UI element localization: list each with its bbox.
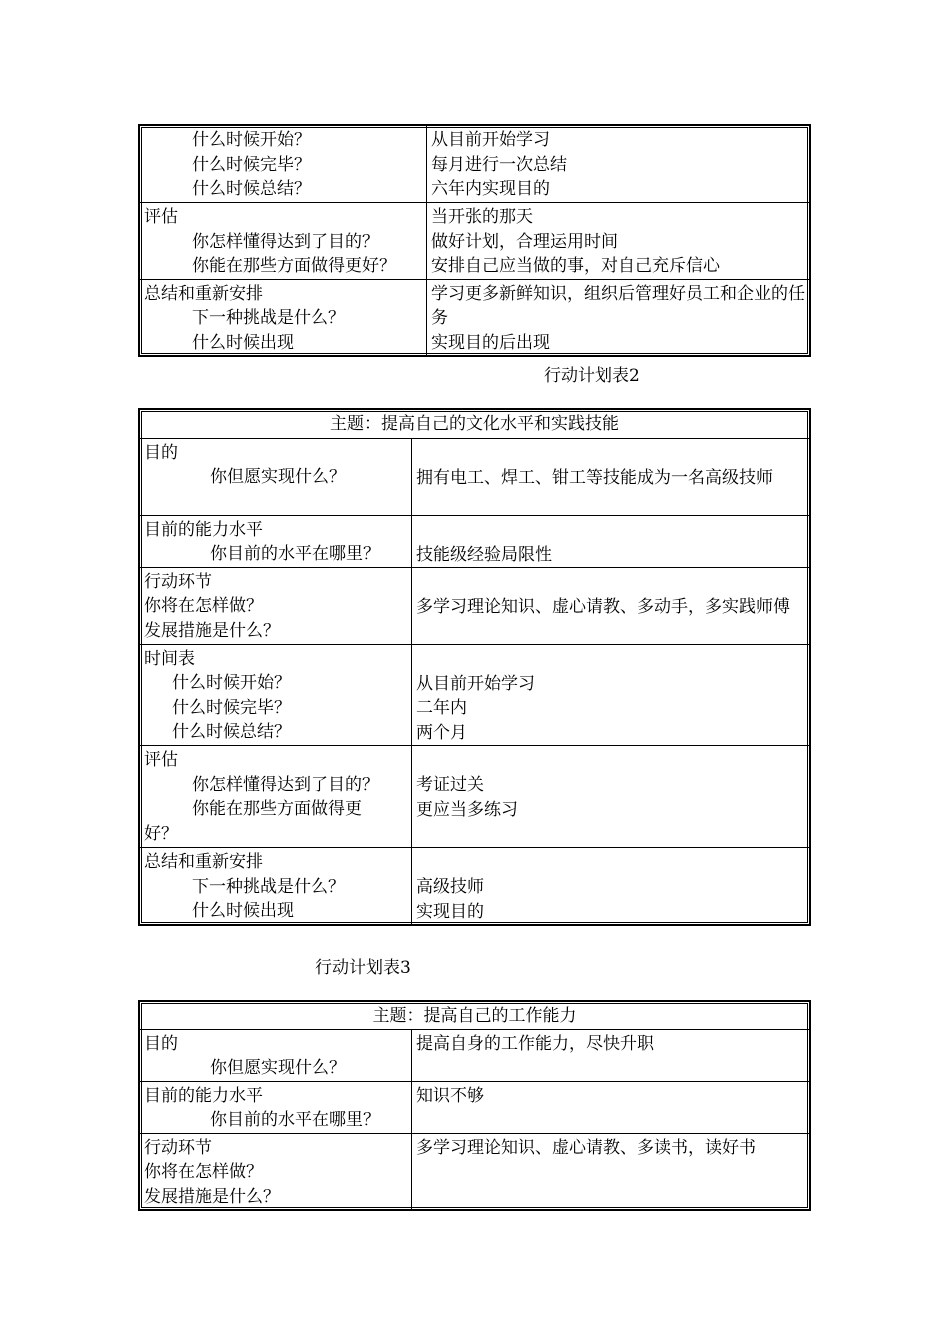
question-cell (140, 126, 427, 202)
answer-cell (427, 126, 809, 202)
section-heading: 目的 (144, 442, 178, 463)
table-row (140, 1029, 809, 1081)
table-title: 主题：提高自己的文化水平和实践技能 (330, 414, 619, 434)
table-row (140, 1133, 809, 1210)
section-heading: 行动环节 (144, 571, 212, 592)
answer-line: 更应当多练习 (416, 799, 518, 820)
question-cell (140, 645, 412, 746)
answer-cell (427, 203, 809, 279)
question-line: 好？ (144, 823, 178, 844)
question-cell (140, 746, 412, 847)
table-row (140, 515, 809, 567)
question-cell (140, 568, 412, 644)
question-line: 什么时候出现 (192, 332, 294, 353)
question-line: 你目前的水平在哪里？ (210, 544, 380, 565)
table-title-row (140, 1002, 809, 1029)
question-line: 什么时候完毕？ (172, 697, 291, 718)
question-line: 你能在那些方面做得更 (192, 799, 362, 820)
question-line: 你怎样懂得达到了目的？ (192, 231, 379, 252)
answer-line: 技能级经验局限性 (416, 544, 552, 565)
section-heading: 时间表 (144, 648, 195, 669)
table-row (140, 202, 809, 279)
question-line: 你怎样懂得达到了目的？ (192, 774, 379, 795)
answer-line: 做好计划，合理运用时间 (431, 231, 618, 252)
action-plan-table-1 (138, 124, 811, 357)
section-heading: 行动环节 (144, 1137, 212, 1158)
question-cell (140, 516, 412, 567)
answer-cell (427, 280, 809, 356)
question-line: 什么时候完毕？ (192, 154, 311, 175)
table-row (140, 438, 809, 515)
section-heading: 总结和重新安排 (144, 852, 263, 872)
answer-line: 提高自身的工作能力，尽快升职 (416, 1033, 654, 1054)
table-row (140, 126, 809, 202)
question-line: 发展措施是什么？ (144, 1186, 280, 1207)
question-line: 你将在怎样做？ (144, 1162, 263, 1182)
section-heading: 目的 (144, 1033, 178, 1054)
section-heading: 目前的能力水平 (144, 1085, 263, 1106)
question-cell (140, 1030, 412, 1081)
section-heading: 评估 (144, 750, 178, 771)
answer-line: 六年内实现目的 (431, 179, 550, 199)
answer-line: 两个月 (416, 722, 467, 743)
question-line: 什么时候总结？ (172, 722, 291, 743)
question-cell (140, 203, 427, 279)
answer-line: 从目前开始学习 (416, 673, 535, 694)
question-line: 你能在那些方面做得更好？ (192, 256, 396, 276)
question-cell (140, 1082, 412, 1133)
answer-cell (412, 568, 809, 644)
answer-line: 高级技师 (416, 877, 484, 897)
question-line: 什么时候开始？ (172, 673, 291, 694)
answer-line: 从目前开始学习 (431, 130, 550, 150)
answer-line: 安排自己应当做的事，对自己充斥信心 (431, 256, 720, 276)
answer-cell (412, 848, 809, 924)
table-row (140, 847, 809, 924)
question-line: 你将在怎样做？ (144, 596, 263, 617)
answer-line: 学习更多新鲜知识，组织后管理好员工和企业的任务 (431, 283, 805, 328)
answer-line: 当开张的那天 (431, 207, 533, 227)
question-line: 你但愿实现什么？ (210, 467, 346, 488)
table-title: 主题：提高自己的工作能力 (372, 1006, 577, 1026)
answer-cell (412, 746, 809, 847)
question-line: 下一种挑战是什么？ (192, 308, 345, 328)
section-heading: 总结和重新安排 (144, 283, 263, 304)
caption-action-plan-2: 行动计划表2 (544, 366, 640, 386)
question-cell (140, 439, 412, 515)
question-cell (140, 280, 427, 356)
question-line: 发展措施是什么？ (144, 620, 280, 641)
question-line: 什么时候总结？ (192, 179, 311, 199)
answer-cell (412, 516, 809, 567)
answer-line: 考证过关 (416, 775, 484, 796)
section-heading: 评估 (144, 207, 178, 227)
answer-cell (412, 1134, 809, 1210)
answer-line: 实现目的后出现 (431, 332, 550, 353)
action-plan-table-3 (138, 1000, 811, 1211)
answer-line: 多学习理论知识、虚心请教、多读书，读好书 (416, 1137, 756, 1158)
answer-line: 每月进行一次总结 (431, 154, 567, 175)
table-row (140, 567, 809, 644)
answer-cell (412, 1030, 809, 1081)
answer-cell (412, 1082, 809, 1133)
table-title-row (140, 410, 809, 438)
table-row (140, 279, 809, 356)
answer-line: 多学习理论知识、虚心请教、多动手，多实践师傅 (416, 596, 790, 617)
question-line: 什么时候出现 (192, 901, 294, 921)
section-heading: 目前的能力水平 (144, 519, 263, 540)
answer-line: 二年内 (416, 698, 467, 719)
question-line: 什么时候开始？ (192, 130, 311, 150)
question-line: 下一种挑战是什么？ (192, 876, 345, 897)
table-row (140, 745, 809, 847)
question-cell (140, 1134, 412, 1210)
answer-line: 拥有电工、焊工、钳工等技能成为一名高级技师 (416, 467, 773, 488)
caption-action-plan-3: 行动计划表3 (315, 958, 411, 978)
table-row (140, 1081, 809, 1133)
question-line: 你但愿实现什么？ (210, 1058, 346, 1078)
table-row (140, 644, 809, 746)
question-line: 你目前的水平在哪里？ (210, 1110, 380, 1130)
answer-cell (412, 645, 809, 746)
answer-cell (412, 439, 809, 515)
answer-line: 知识不够 (416, 1085, 484, 1106)
question-cell (140, 848, 412, 924)
action-plan-table-2 (138, 408, 811, 926)
answer-line: 实现目的 (416, 901, 484, 922)
